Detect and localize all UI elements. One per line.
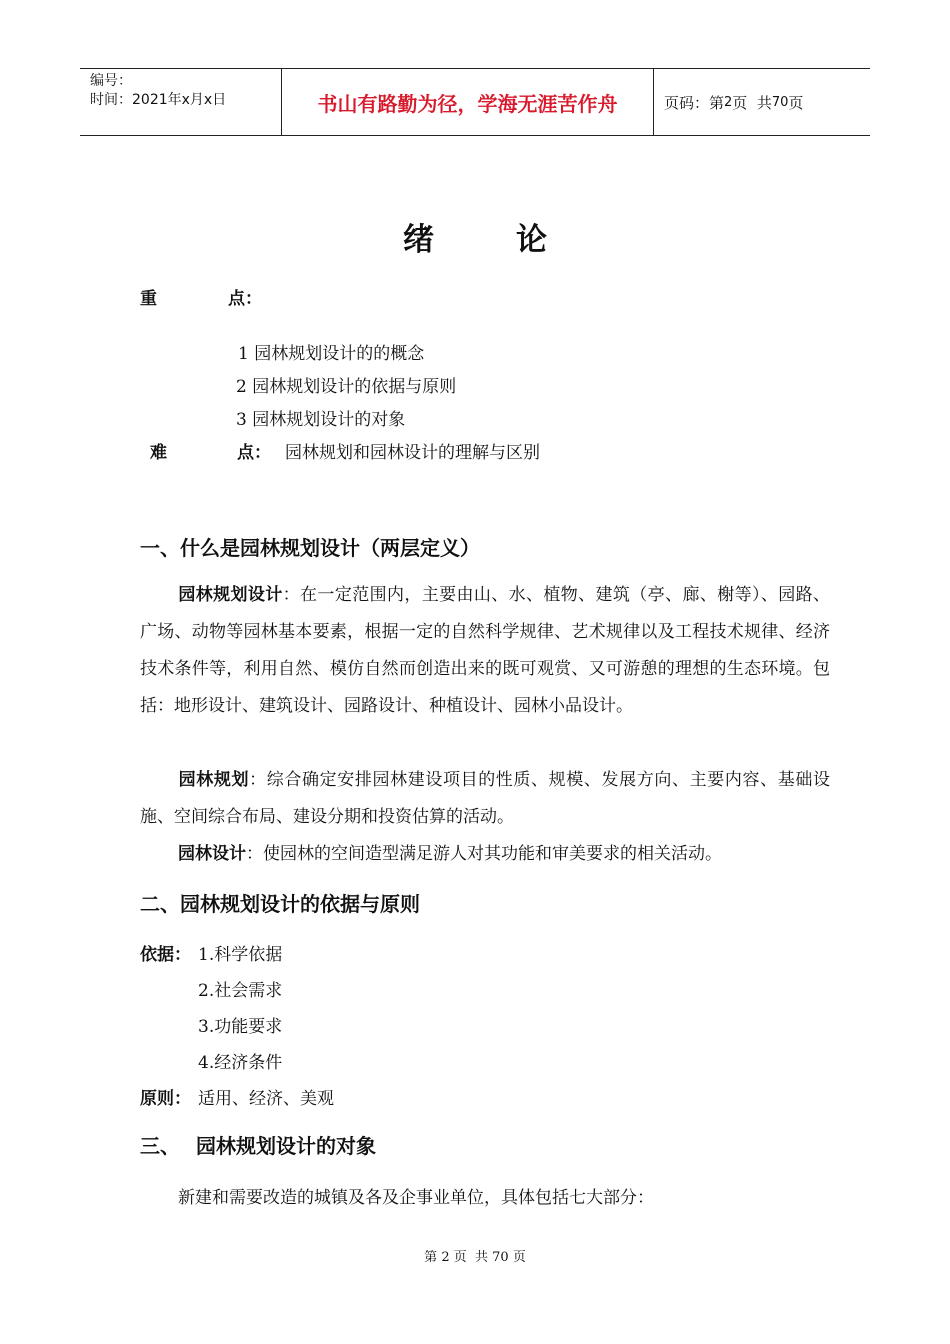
section1-paragraph-1 — [140, 577, 830, 725]
page-number: 2 — [724, 94, 733, 110]
page-footer — [0, 1246, 950, 1265]
principle-text: 适用、经济、美观 — [198, 1089, 334, 1109]
difficult-label-b: 点： — [237, 443, 271, 463]
key-points-label-b: 点： — [228, 289, 262, 309]
footer-prefix: 第 — [424, 1250, 438, 1265]
term-garden-planning-design: 园林规划设计 — [178, 585, 283, 605]
section1-paragraph-2 — [140, 762, 830, 836]
basis-item-3: 3.功能要求 — [198, 1017, 283, 1037]
definition-garden-planning: ：综合确定安排园林建设项目的性质、规模、发展方向、主要内容、基础设施、空间综合布局、建设分期和投资估算的活动。 — [140, 770, 830, 827]
page-title — [0, 214, 950, 259]
section1-paragraph-3 — [140, 836, 830, 873]
page-mid: 页 共 — [732, 93, 772, 112]
section3-heading-text: 园林规划设计的对象 — [196, 1134, 376, 1158]
doc-time-label: 时间：2021年x月x日 — [90, 92, 227, 108]
basis-label: 依据： — [140, 945, 191, 965]
header-motto: 书山有路勤为径，学海无涯苦作舟 — [282, 69, 654, 135]
doc-number-label: 编号： — [90, 73, 132, 89]
page-total: 70 — [771, 94, 789, 110]
section3-heading-num: 三、 — [140, 1134, 180, 1158]
key-points-label-a: 重 — [140, 289, 157, 309]
header-page-info — [654, 69, 870, 135]
key-point-item-3: 3 园林规划设计的对象 — [236, 410, 406, 430]
difficult-text: 园林规划和园林设计的理解与区别 — [285, 443, 540, 463]
header-table — [80, 68, 870, 136]
footer-page-total: 70 — [492, 1250, 509, 1265]
term-garden-design: 园林设计 — [178, 844, 246, 864]
page-suffix: 页 — [788, 93, 804, 112]
difficult-label-a: 难 — [150, 443, 167, 463]
key-point-item-1: 1 园林规划设计的的概念 — [238, 344, 425, 364]
section2-heading: 二、园林规划设计的依据与原则 — [140, 892, 420, 916]
section3-text: 新建和需要改造的城镇及各及企事业单位，具体包括七大部分： — [178, 1188, 654, 1208]
page-prefix: 页码：第 — [664, 93, 725, 112]
key-point-item-2: 2 园林规划设计的依据与原则 — [236, 377, 457, 397]
title-char-left: 绪 — [403, 222, 434, 258]
term-garden-planning: 园林规划 — [178, 770, 250, 790]
footer-suffix: 页 — [512, 1250, 526, 1265]
basis-item-4: 4.经济条件 — [198, 1053, 283, 1073]
title-char-right: 论 — [516, 222, 547, 258]
footer-page-number: 2 — [441, 1250, 450, 1265]
header-meta-cell — [80, 69, 282, 135]
footer-mid: 页 共 — [453, 1250, 488, 1265]
section1-heading: 一、什么是园林规划设计（两层定义） — [140, 536, 480, 560]
definition-garden-planning-design: ：在一定范围内，主要由山、水、植物、建筑（亭、廊、榭等）、园路、广场、动物等园林基本要素，根据一定的自然科学规律、艺术规律以及工程技术规律、经济技术条件等，利用自然、模仿自然而创造出来的既可观赏、又可游憩的理想的生态环境。包括：地形设计、建筑设计、园路设计、种植设计、园林小品设计。 — [140, 585, 830, 716]
principle-label: 原则： — [140, 1089, 191, 1109]
basis-item-1: 1.科学依据 — [198, 945, 283, 965]
basis-item-2: 2.社会需求 — [198, 981, 283, 1001]
definition-garden-design: ：使园林的空间造型满足游人对其功能和审美要求的相关活动。 — [246, 844, 722, 864]
